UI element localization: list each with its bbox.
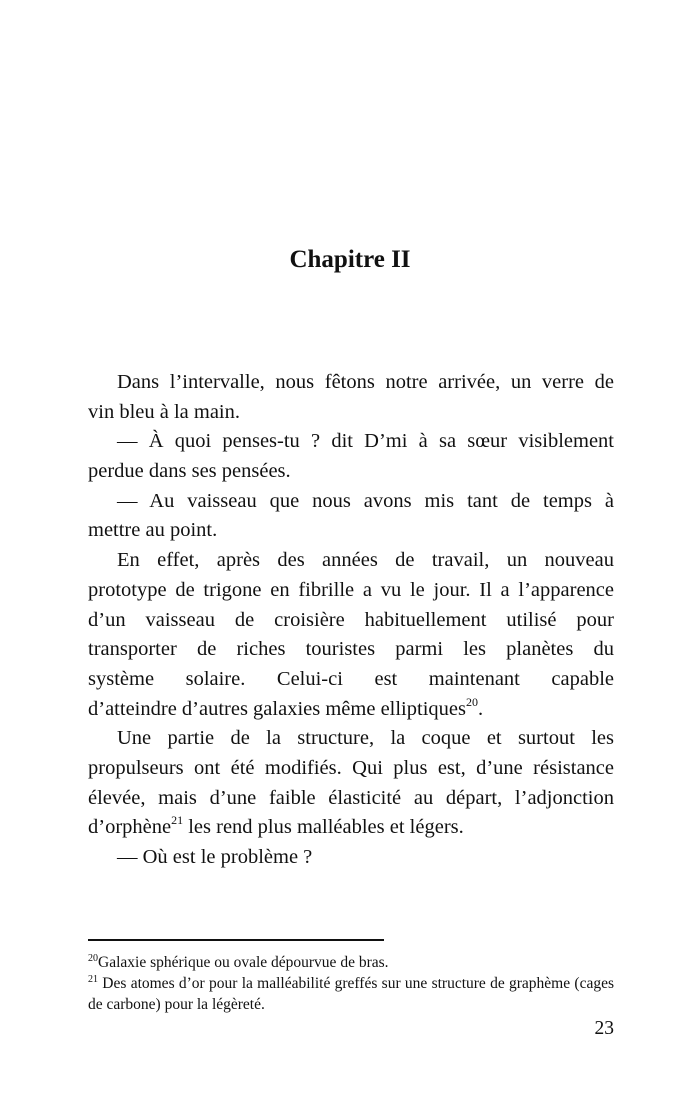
footnote-text: Des atomes d’or pour la malléabilité greffés sur une structure de graphème (cages de carbone) pour la légèreté. [88,975,614,1013]
text-line: En effet, après des années de travail, un nouveau [117,549,614,572]
text-line: système solaire. Celui-ci est maintenant capable [88,667,614,690]
footnote-20 [88,953,614,974]
line-text: d’atteindre d’autres galaxies même elliptiques [88,697,466,720]
line-text: les rend plus malléables et légers. [183,816,464,839]
body-text [88,368,614,873]
text-line: prototype de trigone en fibrille a vu le jour. Il a l’apparence [88,578,614,601]
text-line: — Où est le problème ? [117,846,313,868]
text-line [88,813,614,843]
footnote-number: 20 [88,953,98,964]
line-text: d’orphène [88,816,172,839]
footnote-21 [88,974,614,1015]
text-line: mettre au point. [88,519,218,542]
text-line: Dans l’intervalle, nous fêtons notre arrivée, un verre de [117,371,614,393]
text-line: d’un vaisseau de croisière habituellement utilisé pour [88,608,614,631]
footnote-ref-20[interactable]: 20 [465,694,478,709]
chapter-title: Chapitre II [289,246,411,273]
line-text: . [477,697,484,720]
text-line: perdue dans ses pensées. [88,460,291,483]
text-line: transporter de riches touristes parmi les planètes du [88,638,614,661]
text-line: — Au vaisseau que nous avons mis tant de temps à [117,489,614,512]
page-number: 23 [594,1018,614,1039]
text-line: propulseurs ont été modifiés. Qui plus est, d’une résistance [88,756,614,779]
footnote-number: 21 [88,974,98,985]
text-line: vin bleu à la main. [88,400,240,423]
text-line [88,695,614,725]
text-line: Une partie de la structure, la coque et surtout les [117,727,614,750]
text-line: — À quoi penses-tu ? dit D’mi à sa sœur visiblement [117,430,614,453]
footnote-text: Galaxie sphérique ou ovale dépourvue de bras. [98,954,389,971]
text-line: élevée, mais d’une faible élasticité au départ, l’adjonction [88,786,614,809]
footnote-separator [88,939,384,941]
footnote-ref-21[interactable]: 21 [171,813,184,828]
